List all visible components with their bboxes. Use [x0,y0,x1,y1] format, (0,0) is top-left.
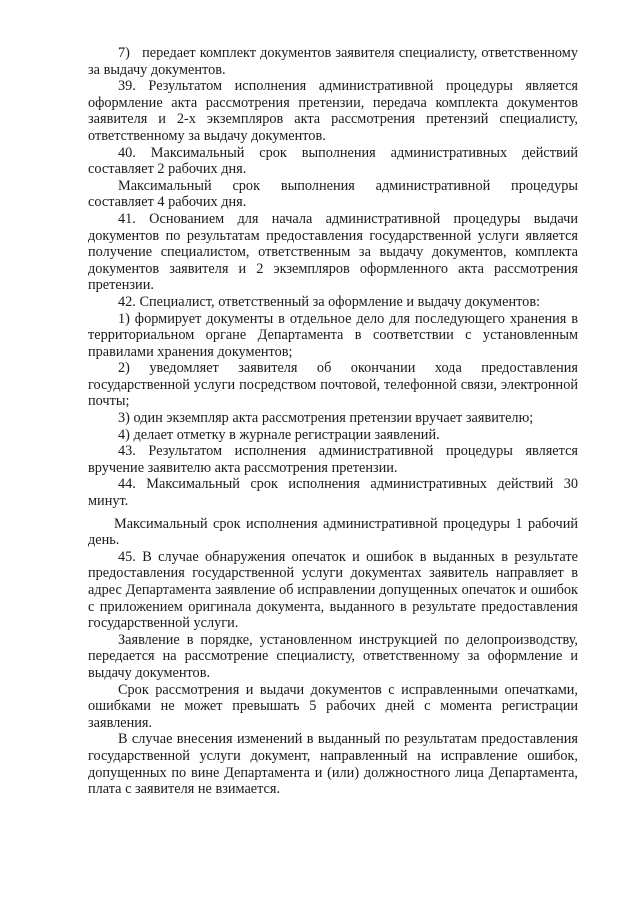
item-4-paragraph: 4) делает отметку в журнале регистрации заявлений. [118,426,440,443]
procedure-term-paragraph-2: Максимальный срок исполнения административной процедуры 1 рабочий день. [88,515,578,549]
document-body [88,45,578,798]
item-2-paragraph: 2) уведомляет заявителя об окончании хода предоставления государственной услуги посредством почтовой, телефонной связи, электронной почты; [88,360,578,410]
item-7-paragraph: 7) передает комплект документов заявителя специалисту, ответственному за выдачу документов. [88,45,578,78]
item-1-paragraph: 1) формирует документы в отдельное дело для последующего хранения в территориальном органе Департамента в соответствии с установленным правилами хранения документов; [88,310,578,360]
review-term-paragraph: Срок рассмотрения и выдачи документов с исправленными опечатками, ошибками не может превышать 5 рабочих дней с момента регистрации заявления. [88,681,578,731]
clause-40-paragraph: 40. Максимальный срок выполнения административных действий составляет 2 рабочих дня. [88,144,578,178]
clause-45-paragraph: 45. В случае обнаружения опечаток и ошибок в выданных в результате предоставления государственной услуги документах заявитель направляет в адрес Департамента заявление об исправлении допущенных опечаток и ошибок с приложением оригинала документа, выданного в результате предоставления государственной услуги. [88,548,578,632]
item-3-paragraph: 3) один экземпляр акта рассмотрения претензии вручает заявителю; [118,410,534,427]
procedure-term-paragraph: Максимальный срок выполнения административной процедуры составляет 4 рабочих дня. [88,177,578,211]
clause-42-paragraph: 42. Специалист, ответственный за оформление и выдачу документов: [118,293,541,310]
clause-44-paragraph: 44. Максимальный срок исполнения административных действий 30 минут. [88,476,578,510]
fee-paragraph: В случае внесения изменений в выданный по результатам предоставления государственной услуги документ, направленный на исправление ошибок, допущенных по вине Департамента и (или) должностного лица Департамента, плата с заявителя не взимается. [88,731,578,798]
clause-41-paragraph: 41. Основанием для начала административной процедуры выдачи документов по результатам предоставления государственной услуги является получение специалистом, ответственным за выдачу документов, комплекта документов заявителя и 2 экземпляров оформленного акта рассмотрения претензии. [88,210,578,294]
application-paragraph: Заявление в порядке, установленном инструкцией по делопроизводству, передается на рассмотрение специалисту, ответственному за оформление и выдачу документов. [88,631,578,681]
clause-43-paragraph: 43. Результатом исполнения административной процедуры является вручение заявителю акта рассмотрения претензии. [88,443,578,476]
clause-39-paragraph: 39. Результатом исполнения административной процедуры является оформление акта рассмотрения претензии, передача комплекта документов заявителя и 2-х экземпляров акта рассмотрения претензий специалисту, ответственному за выдачу документов. [88,78,578,144]
